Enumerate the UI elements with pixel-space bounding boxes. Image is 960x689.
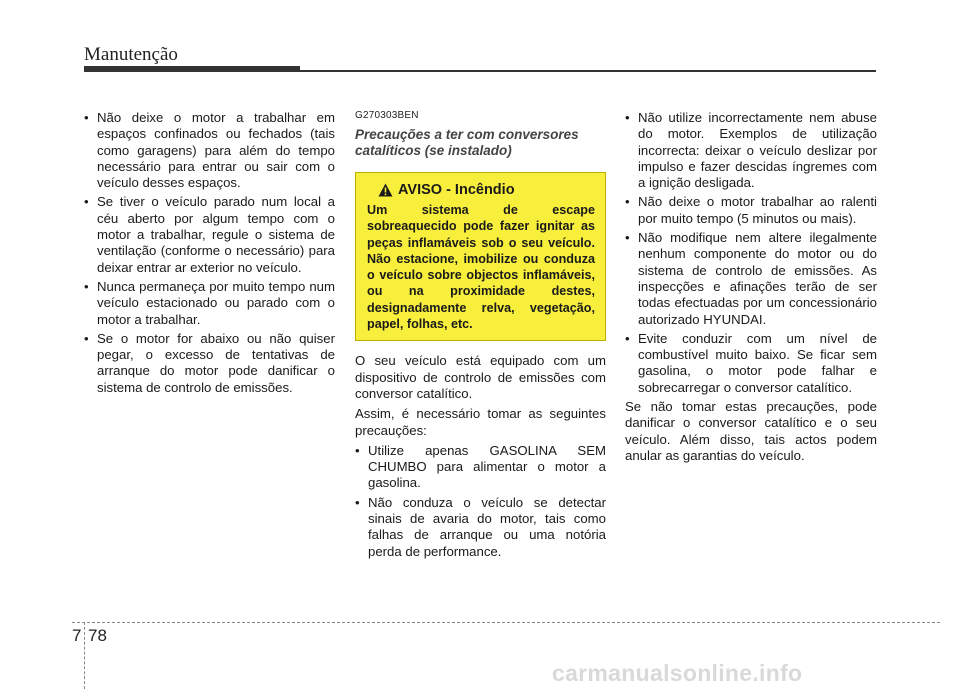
warning-body: Um sistema de escape sobreaquecido pode fazer ignitar as peças inflamáveis sob o seu veículo. Não estacione, imobilize ou conduza o veículo sobre objectos inflamáveis, ou na proximidade destes, designadamente relva, vegetação, papel, folhas, etc.	[367, 203, 595, 332]
list-item-text: Não deixe o motor a trabalhar em espaços confinados ou fechados (tais como garagens) para além do tempo necessário para entrar ou sair com o veículo desses espaços.	[97, 110, 335, 191]
list-item-text: Não modifique nem altere ilegalmente nenhum componente do motor ou do sistema de controlo de emissões. As inspecções e afinações terão de ser todas efectuadas por um concessionário autorizado HYUNDAI.	[638, 230, 877, 327]
list-item: • Se tiver o veículo parado num local a céu aberto por algum tempo com o motor a trabalhar, regule o sistema de ventilação (conforme o necessário) para deixar entrar ar exterior no veículo.	[84, 194, 335, 275]
column-right	[625, 110, 877, 468]
list-item: • Evite conduzir com um nível de combustível muito baixo. Se ficar sem gasolina, o motor pode falhar e sobrecarregar o conversor catalítico.	[625, 330, 877, 395]
list-item: • Não deixe o motor a trabalhar em espaços confinados ou fechados (tais como garagens) para além do tempo necessário para entrar ou sair com o veículo desses espaços.	[84, 110, 335, 191]
list-item-text: Se tiver o veículo parado num local a céu aberto por algum tempo com o motor a trabalhar, regule o sistema de ventilação (conforme o necessário) para deixar entrar ar exterior no veículo.	[97, 194, 335, 275]
footer-divider	[84, 622, 85, 689]
watermark: carmanualsonline.info	[552, 660, 803, 686]
section-heading: Precauções a ter com conversores catalíticos (se instalado)	[355, 127, 579, 158]
section-code: G270303BEN	[355, 110, 419, 121]
list-item-text: Utilize apenas GASOLINA SEM CHUMBO para alimentar o motor a gasolina.	[368, 442, 606, 491]
warning-title-text: AVISO - Incêndio	[398, 182, 515, 198]
warning-triangle-icon	[378, 183, 393, 197]
header-rule-thick	[84, 66, 300, 72]
list-item-text: Evite conduzir com um nível de combustível muito baixo. Se ficar sem gasolina, o motor pode falhar e sobrecarregar o conversor catalítico.	[638, 330, 877, 395]
column-middle	[355, 110, 606, 563]
list-item-text: Não deixe o motor trabalhar ao ralenti por muito tempo (5 minutos ou mais).	[638, 194, 877, 226]
list-item-text: Não conduza o veículo se detectar sinais de avaria do motor, tais como falhas de arranque ou uma notória perda de performance.	[368, 494, 606, 559]
list-item-text: Não utilize incorrectamente nem abuse do motor. Exemplos de utilização incorrecta: deixar o veículo deslizar por impulso e fazer descidas íngremes com a ignição desligada.	[638, 110, 877, 191]
footer-rule	[72, 622, 940, 623]
page-number: 78	[88, 626, 107, 645]
header-rule-thin	[300, 70, 876, 72]
list-item-text: Se o motor for abaixo ou não quiser pegar, o excesso de tentativas de arranque do motor pode danificar o sistema de controlo de emissões.	[97, 330, 335, 395]
list-item: • Nunca permaneça por muito tempo num veículo estacionado ou parado com o motor a trabalhar.	[84, 278, 335, 327]
list-item: • Não utilize incorrectamente nem abuse do motor. Exemplos de utilização incorrecta: deixar o veículo deslizar por impulso e fazer descidas íngremes com a ignição desligada.	[625, 110, 877, 191]
list-item: • Não deixe o motor trabalhar ao ralenti por muito tempo (5 minutos ou mais).	[625, 194, 877, 226]
paragraph: Se não tomar estas precauções, pode danificar o conversor catalítico e o seu veículo. Além disso, tais actos podem anular as garantias do veículo.	[625, 399, 877, 463]
list-item: • Não modifique nem altere ilegalmente nenhum componente do motor ou do sistema de controlo de emissões. As inspecções e afinações terão de ser todas efectuadas por um concessionário autorizado HYUNDAI.	[625, 230, 877, 327]
list-item: • Se o motor for abaixo ou não quiser pegar, o excesso de tentativas de arranque do motor pode danificar o sistema de controlo de emissões.	[84, 330, 335, 395]
chapter-number: 7	[72, 626, 82, 645]
list-item: • Utilize apenas GASOLINA SEM CHUMBO para alimentar o motor a gasolina.	[355, 442, 606, 491]
column-left	[84, 110, 335, 399]
warning-box	[355, 172, 606, 341]
warning-title	[378, 181, 595, 199]
list-item: • Não conduza o veículo se detectar sinais de avaria do motor, tais como falhas de arranque ou uma notória perda de performance.	[355, 494, 606, 559]
list-item-text: Nunca permaneça por muito tempo num veículo estacionado ou parado com o motor a trabalhar.	[97, 278, 335, 327]
page-title: Manutenção	[84, 44, 178, 65]
paragraph: Assim, é necessário tomar as seguintes precauções:	[355, 406, 606, 438]
paragraph: O seu veículo está equipado com um dispositivo de controlo de emissões com conversor catalítico.	[355, 353, 606, 401]
